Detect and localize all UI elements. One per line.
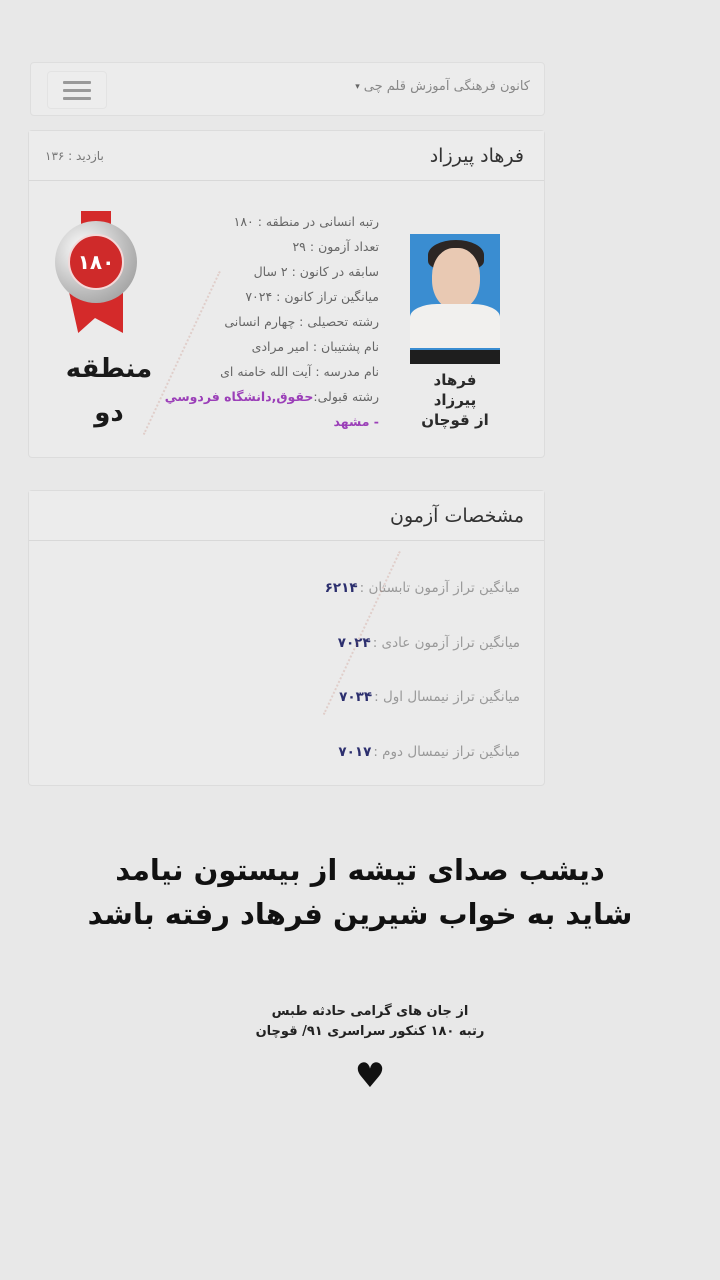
info-average-score: میانگین تراز کانون : ۷۰۲۴ [245, 289, 379, 304]
visit-count: بازدید : ۱۳۶ [45, 148, 104, 163]
caret-down-icon: ▾ [355, 81, 360, 92]
brand-label: کانون فرهنگی آموزش قلم چی [363, 79, 530, 94]
brand-dropdown[interactable] [355, 79, 530, 94]
profile-card [28, 130, 545, 458]
hamburger-icon [63, 81, 91, 84]
info-school: نام مدرسه : آیت الله خامنه ای [220, 364, 379, 379]
photo-caption: فرهاد پیرزاد از قوچان [421, 371, 489, 429]
region-label: منطقه دو [65, 354, 153, 428]
medal-number: ۱۸۰ [68, 234, 124, 290]
exam-row: میانگین تراز آزمون عادی : ۷۰۲۴ [337, 634, 520, 651]
exam-row: میانگین تراز نیمسال دوم : ۷۰۱۷ [338, 743, 520, 760]
student-photo-block [410, 234, 500, 430]
profile-name: فرهاد پیرزاد [429, 144, 524, 167]
info-tenure: سابقه در کانون : ۲ سال [253, 264, 379, 279]
info-supporter: نام پشتیبان : امیر مرادی [251, 339, 379, 354]
profile-header [29, 131, 544, 181]
exam-details-card [28, 490, 545, 786]
top-navbar [30, 62, 545, 116]
info-rank: رتبه انسانی در منطقه : ۱۸۰ [233, 214, 379, 229]
exam-score-list [29, 541, 544, 779]
heart-icon: ♥ [354, 1056, 386, 1096]
exam-header [29, 491, 544, 541]
info-exam-count: تعداد آزمون : ۲۹ [292, 239, 379, 254]
exam-title: مشخصات آزمون [390, 504, 524, 527]
exam-row: میانگین تراز نیمسال اول : ۷۰۳۴ [339, 689, 520, 706]
rank-medal-icon [53, 211, 139, 333]
info-admission: رشته قبولی:حقوق,دانشگاه فردوسي - مشهد [164, 389, 379, 429]
hamburger-menu-button[interactable] [47, 71, 107, 109]
student-photo [410, 234, 500, 364]
poem-caption: دیشب صدای تیشه از بیستون نیامد شاید به خواب شیرین فرهاد رفته باشد [87, 853, 633, 931]
exam-row: میانگین تراز آزمون تابستان : ۶۲۱۴ [324, 580, 520, 597]
admission-value: حقوق,دانشگاه فردوسي - مشهد [164, 389, 379, 429]
info-major: رشته تحصیلی : چهارم انسانی [224, 314, 379, 329]
tribute-text: از جان های گرامی حادثه طبس رتبه ۱۸۰ کنکور سراسری ۹۱/ قوچان [255, 1004, 485, 1039]
